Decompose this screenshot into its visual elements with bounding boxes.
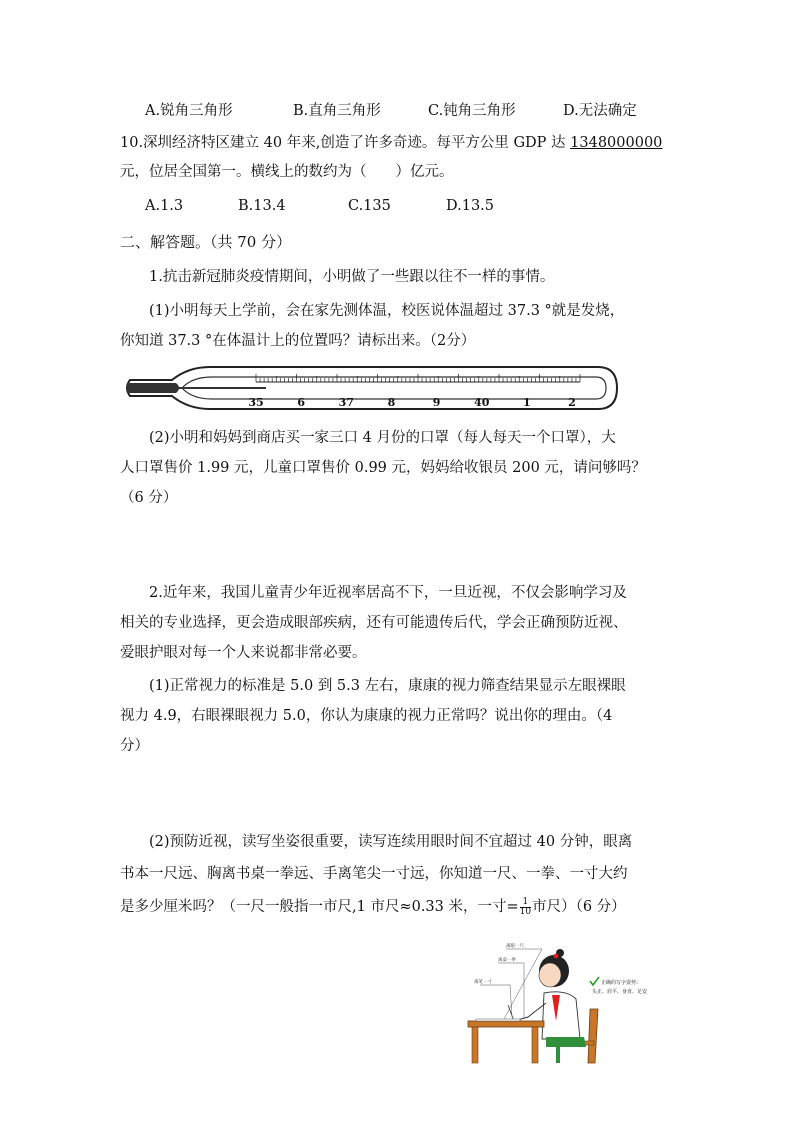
desk-leg-left [472, 1027, 478, 1063]
thermometer-label: 40 [474, 396, 490, 409]
girl-face [539, 963, 561, 987]
p2-q2-text-a: 是多少厘米吗？（一尺一般指一市尺,1 市尺≈0.33 米，一寸= [120, 899, 519, 915]
q10-option-b: B.13.4 [238, 198, 286, 214]
q9-option-a: A.锐角三角形 [145, 103, 233, 119]
check-icon [590, 977, 599, 985]
thermometer-label: 2 [568, 396, 576, 409]
label-chi: 离眼一尺 [506, 944, 524, 949]
p2-q2-line1: (2)预防近视，读写坐姿很重要，读写连续用眼时间不宜超过 40 分钟，眼离 [149, 834, 633, 850]
caption-body: 头正、肩平、身直、足安 [592, 989, 648, 995]
q10-stem [120, 133, 662, 153]
thermometer-label: 9 [432, 396, 441, 409]
fraction-one-tenth [520, 898, 531, 917]
fraction-denominator: 10 [519, 906, 532, 917]
thermometer-bulb [127, 383, 180, 393]
thermometer-mercury [176, 387, 266, 389]
q10-stem-line2: 元，位居全国第一。横线上的数约为（ ）亿元。 [120, 164, 454, 180]
q9-option-b: B.直角三角形 [293, 103, 381, 119]
q10-number: 1348000000 [570, 135, 663, 151]
thermometer-label: 37 [338, 396, 354, 409]
girl-leg [556, 1047, 560, 1063]
hair-bow [554, 954, 559, 959]
q10-option-d: D.13.5 [446, 198, 495, 214]
thermometer-figure [120, 362, 620, 414]
pen [508, 1005, 514, 1021]
p2-intro-line1: 2.近年来，我国儿童青少年近视率居高不下，一旦近视，不仅会影响学习及 [149, 585, 627, 601]
thermometer-label: 1 [523, 396, 531, 409]
p2-intro-line3: 爱眼护眼对每一个人来说都非常必要。 [120, 645, 367, 661]
reading-posture-illustration [462, 937, 662, 1067]
p1-q2-line2: 人口罩售价 1.99 元，儿童口罩售价 0.99 元，妈妈给收银员 200 元，请问够吗？ [120, 460, 646, 476]
thermometer-label: 35 [248, 396, 264, 409]
section-title: 二、解答题。（共 70 分） [120, 233, 292, 251]
p1-q2-line1: (2)小明和妈妈到商店买一家三口 4 月份的口罩（每人每天一个口罩），大 [149, 430, 616, 446]
q10-stem-text: 10.深圳经济特区建立 40 年来,创造了许多奇迹。每平方公里 GDP 达 [120, 135, 571, 151]
q9-option-d: D.无法确定 [563, 103, 637, 119]
p2-q1-line1: (1)正常视力的标准是 5.0 到 5.3 左右，康康的视力筛查结果显示左眼裸眼 [149, 678, 626, 694]
p1-q2-line3: （6 分） [120, 490, 178, 506]
p2-q2-line2: 书本一尺远、胸离书桌一拳远、手离笔尖一寸远，你知道一尺、一拳、一寸大约 [120, 866, 628, 882]
desk-leg-right [532, 1027, 538, 1063]
p2-intro-line2: 相关的专业选择，更会造成眼部疾病，还有可能遗传后代，学会正确预防近视、 [120, 615, 628, 631]
p2-q1-line2: 视力 4.9，右眼裸眼视力 5.0，你认为康康的视力正常吗？说出你的理由。（4 [120, 708, 613, 724]
girl-skirt [546, 1037, 586, 1047]
q10-option-c: C.135 [348, 198, 391, 214]
p1-q1-line2: 你知道 37.3 °在体温计上的位置吗？请标出来。（2分） [120, 333, 476, 349]
girl-shirt [542, 992, 580, 1039]
caption-title: 正确的写字姿势： [601, 980, 642, 986]
fraction-numerator: 1 [520, 898, 531, 908]
chair-back [588, 1009, 598, 1063]
thermometer-label: 8 [387, 396, 396, 409]
p1-q1-line1: (1)小明每天上学前，会在家先测体温，校医说体温超过 37.3 °就是发烧， [149, 303, 625, 319]
thermometer-label: 6 [297, 396, 305, 409]
desk-top [468, 1021, 544, 1027]
girl-arm [514, 1003, 546, 1021]
p1-intro: 1.抗击新冠肺炎疫情期间，小明做了一些跟以往不一样的事情。 [149, 269, 555, 285]
q9-option-c: C.钝角三角形 [428, 103, 516, 119]
p2-q2-text-b: 市尺）（6 分） [532, 899, 626, 915]
p2-q1-line3: 分） [120, 738, 149, 754]
book [476, 1019, 520, 1021]
p2-q2-line3 [120, 897, 626, 917]
label-cun: 离笔一寸 [474, 980, 492, 985]
label-quan: 离桌一拳 [498, 958, 516, 963]
q10-option-a: A.1.3 [145, 198, 184, 214]
